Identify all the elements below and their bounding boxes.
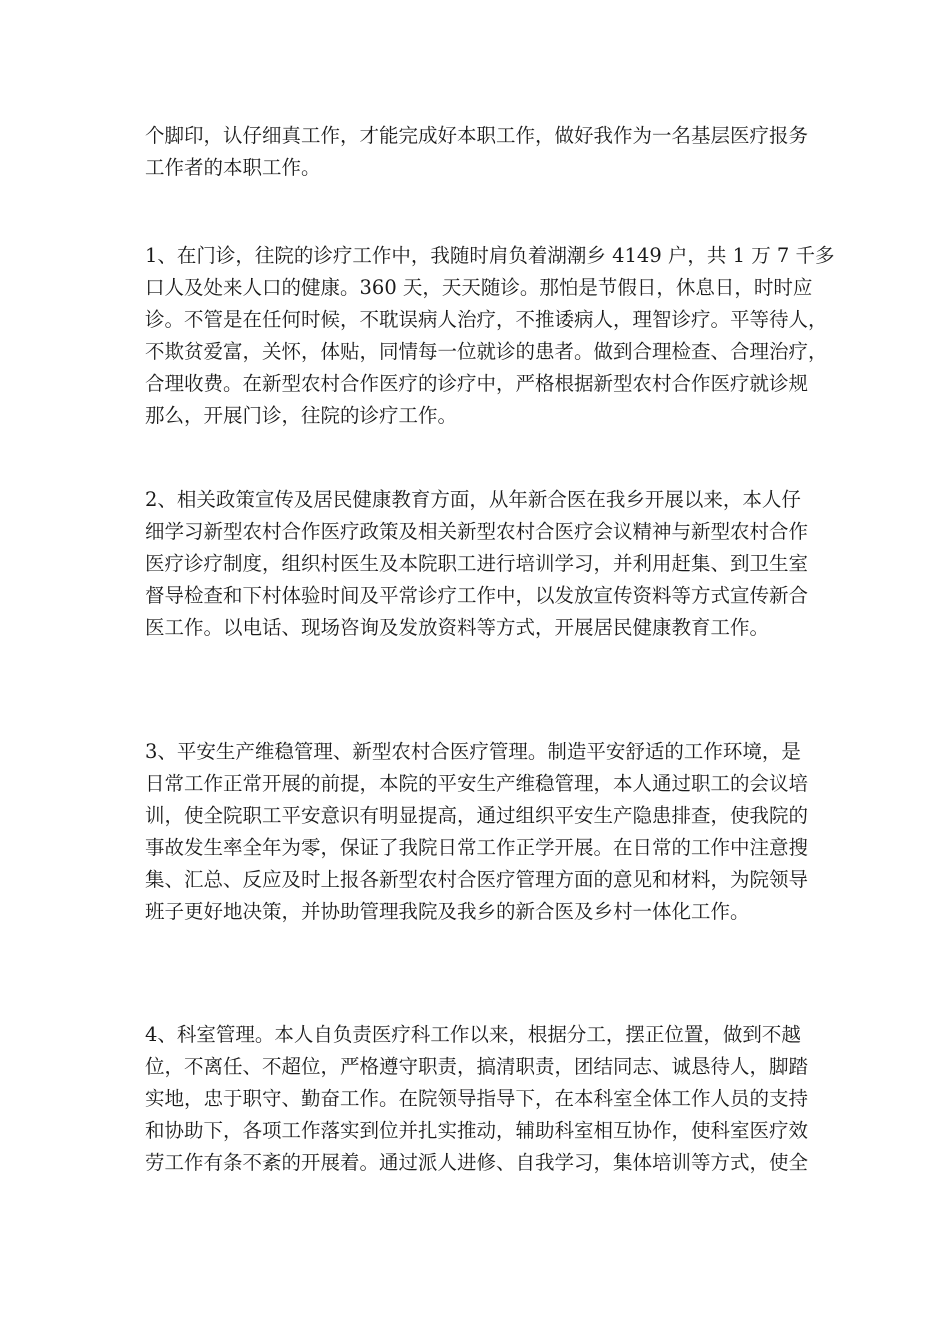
text-line: 4、科室管理。本人自负责医疗科工作以来，根据分工，摆正位置，做到不越: [145, 1023, 801, 1046]
text-line: 日常工作正常开展的前提，本院的平安生产维稳管理，本人通过职工的会议培: [145, 772, 809, 795]
text-line: 医疗诊疗制度，组织村医生及本院职工进行培训学习，并利用赶集、到卫生室: [145, 552, 809, 575]
text-line: 集、汇总、反应及时上报各新型农村合医疗管理方面的意见和材料，为院领导: [145, 868, 809, 891]
text-line: 班子更好地决策，并协助管理我院及我乡的新合医及乡村一体化工作。: [145, 900, 750, 923]
text-line: 工作者的本职工作。: [145, 156, 321, 179]
text-line: 合理收费。在新型农村合作医疗的诊疗中，严格根据新型农村合作医疗就诊规: [145, 372, 809, 395]
text-line: 诊。不管是在任何时候，不耽误病人治疗，不推诿病人，理智诊疗。平等待人，: [145, 308, 828, 331]
paragraph-continuation: [145, 120, 810, 184]
paragraph-item-1: [145, 240, 835, 432]
text-line: 1、在门诊，往院的诊疗工作中，我随时肩负着湖潮乡 4149 户，共 1 万 7 千多: [145, 244, 835, 267]
text-line: 和协助下，各项工作落实到位并扎实推动，辅助科室相互协作，使科室医疗效: [145, 1119, 809, 1142]
text-line: 事故发生率全年为零，保证了我院日常工作正学开展。在日常的工作中注意搜: [145, 836, 809, 859]
paragraph-item-2: [145, 484, 810, 644]
text-line: 个脚印，认仔细真工作，才能完成好本职工作，做好我作为一名基层医疗报务: [145, 124, 809, 147]
text-line: 位，不离任、不超位，严格遵守职责，搞清职责，团结同志、诚恳待人，脚踏: [145, 1055, 809, 1078]
text-line: 细学习新型农村合作医疗政策及相关新型农村合医疗会议精神与新型农村合作: [145, 520, 809, 543]
text-line: 2、相关政策宣传及居民健康教育方面，从年新合医在我乡开展以来，本人仔: [145, 488, 801, 511]
text-line: 督导检查和下村体验时间及平常诊疗工作中，以发放宣传资料等方式宣传新合: [145, 584, 809, 607]
text-line: 劳工作有条不紊的开展着。通过派人进修、自我学习，集体培训等方式，使全: [145, 1151, 809, 1174]
text-line: 3、平安生产维稳管理、新型农村合医疗管理。制造平安舒适的工作环境，是: [145, 740, 801, 763]
text-line: 实地，忠于职守、勤奋工作。在院领导指导下，在本科室全体工作人员的支持: [145, 1087, 809, 1110]
text-line: 口人及处来人口的健康。360 天，天天随诊。那怕是节假日，休息日，时时应: [145, 276, 813, 299]
text-line: 不欺贫爱富，关怀，体贴，同情每一位就诊的患者。做到合理检查、合理治疗，: [145, 340, 828, 363]
paragraph-item-4: [145, 1019, 810, 1179]
text-line: 训，使全院职工平安意识有明显提高，通过组织平安生产隐患排查，使我院的: [145, 804, 809, 827]
text-line: 那么，开展门诊，往院的诊疗工作。: [145, 404, 458, 427]
paragraph-item-3: [145, 736, 810, 928]
text-line: 医工作。以电话、现场咨询及发放资料等方式，开展居民健康教育工作。: [145, 616, 770, 639]
